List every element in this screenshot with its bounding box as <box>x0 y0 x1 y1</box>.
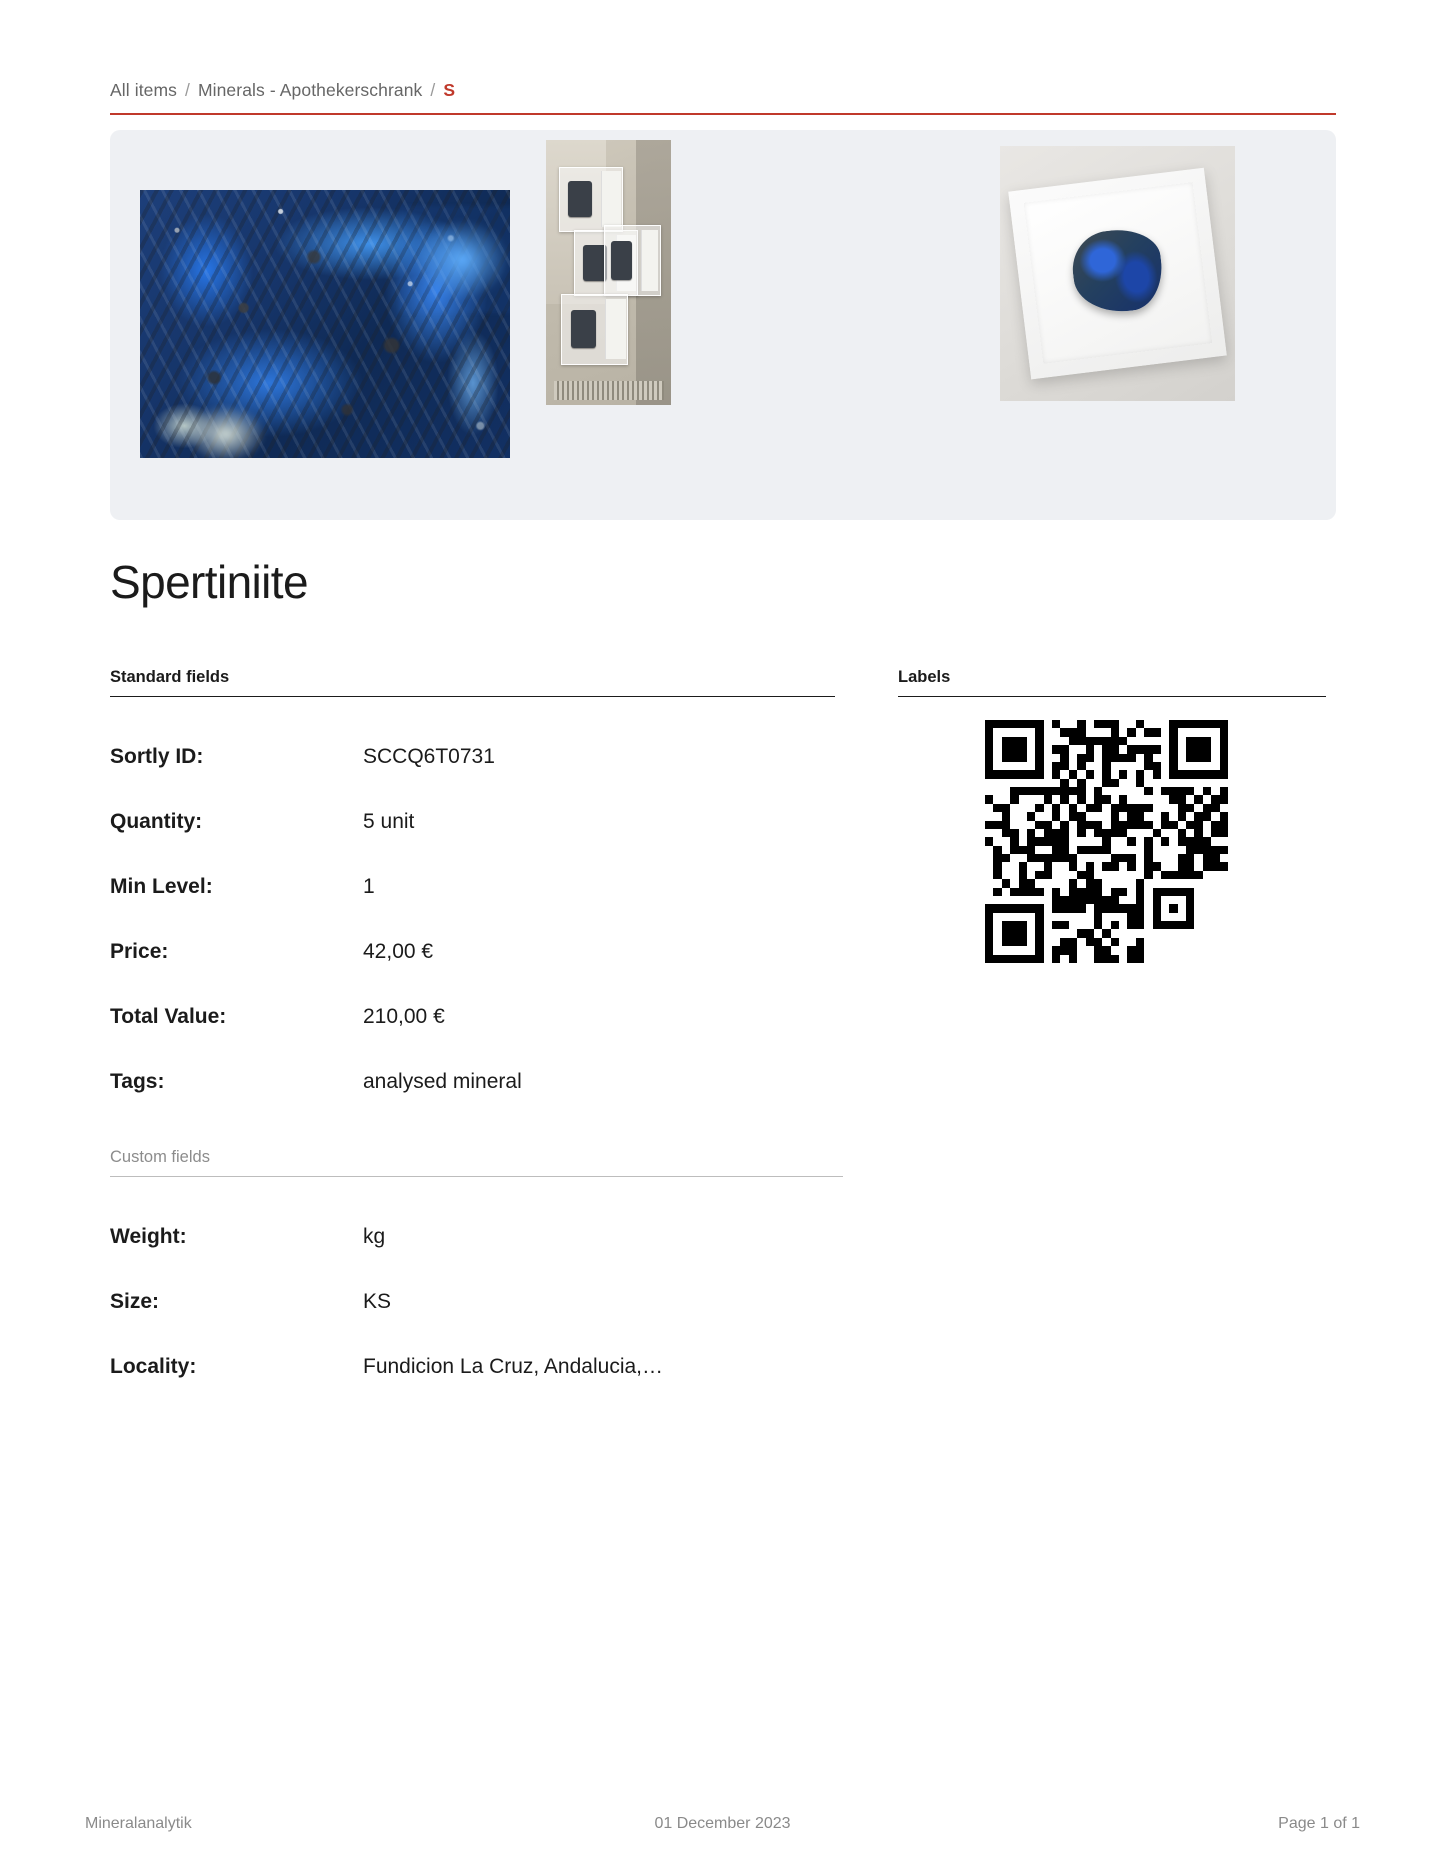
field-key: Min Level: <box>110 875 213 898</box>
photo-layer-pale <box>170 394 281 458</box>
specimen-box <box>561 294 628 365</box>
field-value: SCCQ6T0731 <box>363 745 495 768</box>
box-label <box>601 171 621 227</box>
custom-fields-heading: Custom fields <box>110 1148 210 1166</box>
photo-layer-highlight <box>399 206 510 313</box>
box-label <box>605 299 626 360</box>
field-row-tags <box>110 1070 870 1100</box>
field-key: Size: <box>110 1290 160 1313</box>
custom-fields-divider <box>110 1176 843 1177</box>
standard-fields-divider <box>110 696 835 697</box>
box-label <box>641 230 659 291</box>
specimen <box>571 310 596 349</box>
field-row-quantity <box>110 810 870 840</box>
standard-fields-heading: Standard fields <box>110 668 230 686</box>
field-row-locality <box>110 1355 870 1385</box>
labels-divider <box>898 696 1326 697</box>
breadcrumb <box>110 80 1336 101</box>
field-value: 1 <box>363 875 375 898</box>
qr-code[interactable] <box>985 720 1228 963</box>
field-value: 210,00 € <box>363 1005 445 1028</box>
footer-page-number: Page 1 of 1 <box>1278 1815 1360 1832</box>
field-key: Sortly ID: <box>110 745 204 768</box>
specimen <box>611 241 632 280</box>
field-value: Fundicion La Cruz, Andalucia,… <box>363 1355 663 1378</box>
field-row-size <box>110 1290 870 1320</box>
field-row-total-value <box>110 1005 870 1035</box>
labels-heading: Labels <box>898 668 951 686</box>
field-key: Price: <box>110 940 169 963</box>
field-value: 5 unit <box>363 810 415 833</box>
specimen-tray-photo[interactable] <box>1000 146 1235 401</box>
field-row-min-level <box>110 875 870 905</box>
field-key: Total Value: <box>110 1005 227 1028</box>
footer-account-name: Mineralanalytik <box>85 1815 192 1832</box>
field-row-price <box>110 940 870 970</box>
image-gallery <box>110 130 1336 520</box>
field-row-weight <box>110 1225 870 1255</box>
photo-layer-grate <box>554 381 664 400</box>
field-value: kg <box>363 1225 386 1248</box>
breadcrumb-separator: / <box>430 80 436 100</box>
mineral-macro-photo[interactable] <box>140 190 510 458</box>
field-key: Quantity: <box>110 810 203 833</box>
breadcrumb-item-minerals[interactable]: Minerals - Apothekerschrank <box>197 80 423 100</box>
breadcrumb-separator: / <box>185 80 190 100</box>
footer-date: 01 December 2023 <box>654 1815 791 1832</box>
field-key: Weight: <box>110 1225 187 1248</box>
specimen-box <box>559 167 624 233</box>
field-value: analysed mineral <box>363 1070 522 1093</box>
field-key: Tags: <box>110 1070 165 1093</box>
field-value: KS <box>363 1290 392 1313</box>
page-title: Spertiniite <box>110 556 308 608</box>
qr-code-matrix <box>985 720 1228 963</box>
specimen-box <box>604 225 661 296</box>
field-key: Locality: <box>110 1355 197 1378</box>
storage-boxes-photo[interactable] <box>546 140 671 405</box>
specimen <box>568 181 592 217</box>
field-row-sortly-id <box>110 745 870 775</box>
breadcrumb-current: S <box>443 80 456 100</box>
field-value: 42,00 € <box>363 940 434 963</box>
breadcrumb-divider <box>110 113 1336 115</box>
breadcrumb-item-all-items[interactable]: All items <box>110 80 178 100</box>
